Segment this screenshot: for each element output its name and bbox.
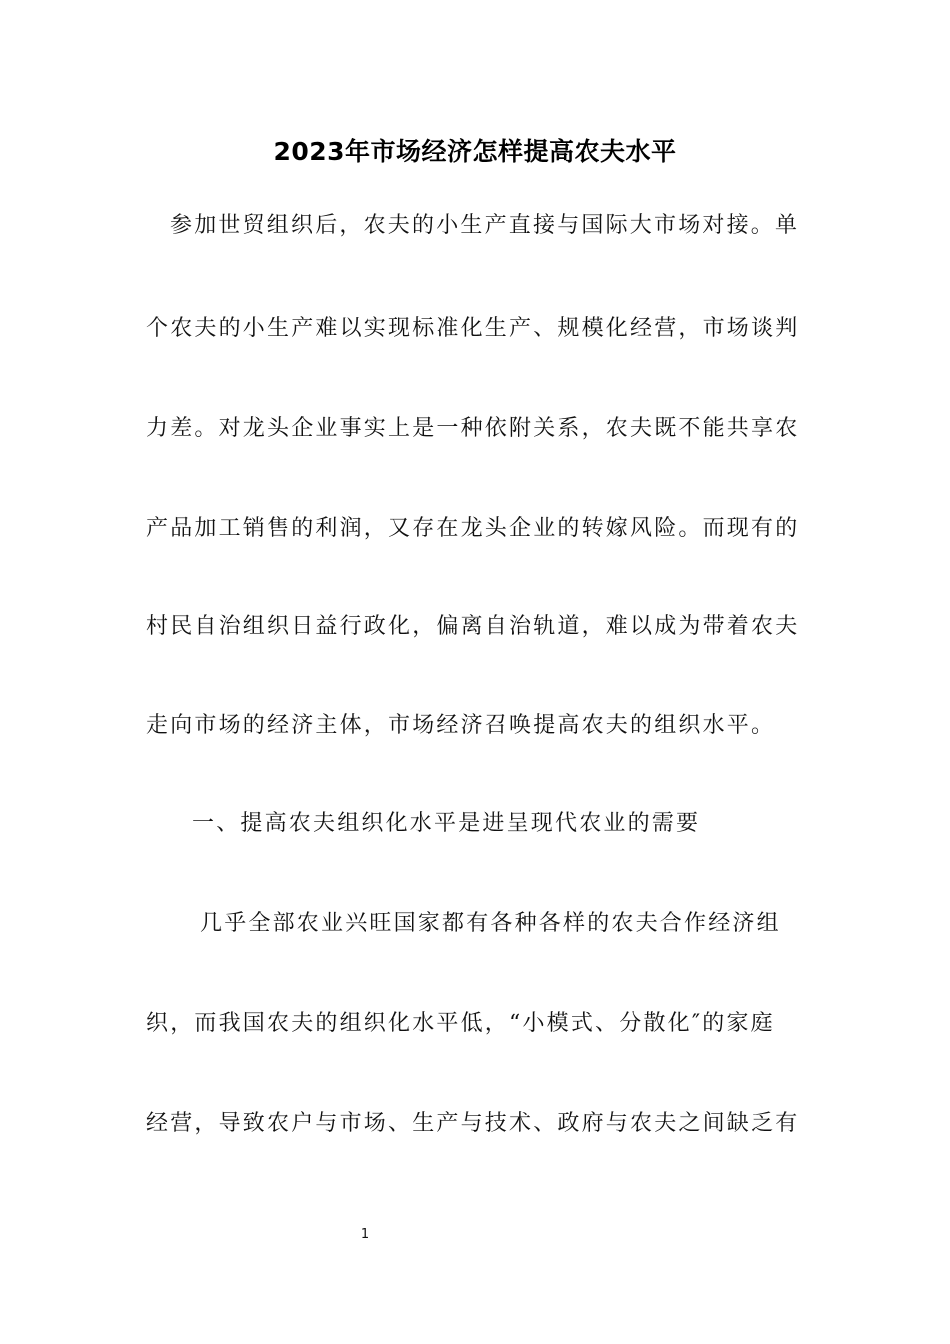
paragraph-line: 力差。对龙头企业事实上是一种依附关系，农夫既不能共享农 — [146, 416, 800, 441]
paragraph-line: 个农夫的小生产难以实现标准化生产、规模化经营，市场谈判 — [146, 316, 800, 341]
paragraph-line: 产品加工销售的利润，又存在龙头企业的转嫁风险。而现有的 — [146, 516, 800, 541]
paragraph-line: 经营，导致农户与市场、生产与技术、政府与农夫之间缺乏有 — [146, 1111, 800, 1136]
page-number: 1 — [360, 1227, 370, 1242]
document-title: 2023年市场经济怎样提高农夫水平 — [273, 137, 677, 166]
paragraph-line: 村民自治组织日益行政化，偏离自治轨道，难以成为带着农夫 — [146, 614, 800, 639]
paragraph-line: 织，而我国农夫的组织化水平低，“小模式、分散化″的家庭 — [146, 1011, 775, 1036]
section-heading: 一、提高农夫组织化水平是进呈现代农业的需要 — [192, 811, 701, 836]
paragraph-line: 几乎全部农业兴旺国家都有各种各样的农夫合作经济组 — [200, 911, 781, 936]
paragraph-line: 走向市场的经济主体，市场经济召唤提高农夫的组织水平。 — [146, 713, 776, 738]
paragraph-line: 参加世贸组织后，农夫的小生产直接与国际大市场对接。单 — [170, 213, 800, 238]
